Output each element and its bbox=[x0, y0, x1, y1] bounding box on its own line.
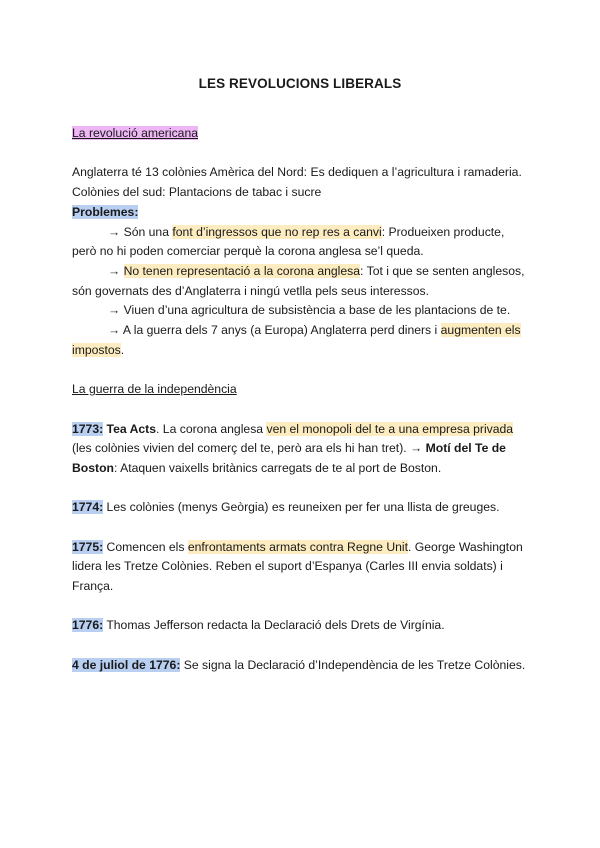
event-1773-text: . La corona anglesa bbox=[156, 421, 267, 436]
event-1773 bbox=[72, 420, 528, 479]
event-1775-highlight: enfrontaments armats contra Regne Unit bbox=[187, 539, 409, 554]
event-1776-date: 1776: bbox=[72, 618, 104, 633]
document-body bbox=[72, 124, 528, 676]
section1-heading: La revolució americana bbox=[72, 126, 199, 140]
problem-2 bbox=[72, 262, 528, 301]
intro-line-1: Anglaterra té 13 colònies Amèrica del Nord: Es dediquen a l’agricultura i ramaderia. bbox=[72, 165, 522, 180]
problem-1-highlight: font d’ingressos que no rep res a canvi bbox=[172, 224, 382, 239]
event-1773-end: : Ataquen vaixells britànics carregats de te al port de Boston. bbox=[113, 460, 442, 475]
problems-label-line bbox=[72, 203, 528, 223]
intro-line-2: Colònies del sud: Plantacions de tabac i sucre bbox=[72, 185, 322, 200]
problem-1-arrow: → Són una bbox=[108, 224, 173, 239]
event-1776 bbox=[72, 616, 528, 636]
problem-1 bbox=[72, 223, 528, 262]
event-1773-bold2: Motí del Te de Boston bbox=[72, 441, 506, 475]
event-1776-text: Thomas Jefferson redacta la Declaració dels Drets de Virgínia. bbox=[103, 618, 445, 633]
event-1774-text: Les colònies (menys Geòrgia) es reuneixen per fer una llista de greuges. bbox=[103, 500, 500, 515]
section-heading-american-revolution bbox=[72, 124, 528, 144]
event-1773-bold: Tea Acts bbox=[103, 421, 157, 436]
event-1773-highlight: ven el monopoli del te a una empresa privada bbox=[266, 421, 514, 436]
problem-4-highlight: augmenten els impostos bbox=[72, 323, 521, 357]
problem-4 bbox=[72, 321, 528, 360]
problem-4-end: . bbox=[120, 342, 125, 357]
problems-label: Problemes: bbox=[72, 204, 139, 219]
problem-2-rest: : Tot i que se senten anglesos, són governats des d’Anglaterra i ningú vetlla pels seus interessos. bbox=[72, 263, 525, 298]
event-1775-date: 1775: bbox=[72, 539, 104, 554]
event-1774 bbox=[72, 498, 528, 518]
event-1775 bbox=[72, 538, 528, 597]
section-heading-independence-war bbox=[72, 380, 528, 400]
event-4-july-1776-text: Se signa la Declaració d’Independència de les Tretze Colònies. bbox=[180, 657, 526, 672]
problem-4-text: → A la guerra dels 7 anys (a Europa) Anglaterra perd diners i bbox=[108, 323, 441, 338]
problem-1-rest: : Produeixen producte, però no hi poden comerciar perquè la corona anglesa se’l queda. bbox=[72, 224, 505, 259]
section2-heading: La guerra de la independència bbox=[72, 382, 237, 397]
event-4-july-1776 bbox=[72, 656, 528, 676]
event-1775-text: Comencen els bbox=[103, 539, 188, 554]
document-title: LES REVOLUCIONS LIBERALS bbox=[198, 76, 402, 91]
event-1774-date: 1774: bbox=[72, 500, 104, 515]
problem-2-highlight: No tenen representació a la corona anglesa bbox=[123, 263, 361, 278]
problem-3: → Viuen d’una agricultura de subsistència a base de les plantacions de te. bbox=[108, 303, 511, 318]
problem-2-arrow: → bbox=[108, 263, 124, 278]
event-1773-rest: (les colònies vivien del comerç del te, però ara els hi han tret). → bbox=[72, 441, 426, 456]
event-1775-rest: . George Washington lidera les Tretze Colònies. Reben el suport d’Espanya (Carles III envia soldats) i França. bbox=[72, 539, 523, 594]
event-4-july-1776-date: 4 de juliol de 1776: bbox=[72, 657, 181, 672]
event-1773-date: 1773: bbox=[72, 421, 104, 436]
